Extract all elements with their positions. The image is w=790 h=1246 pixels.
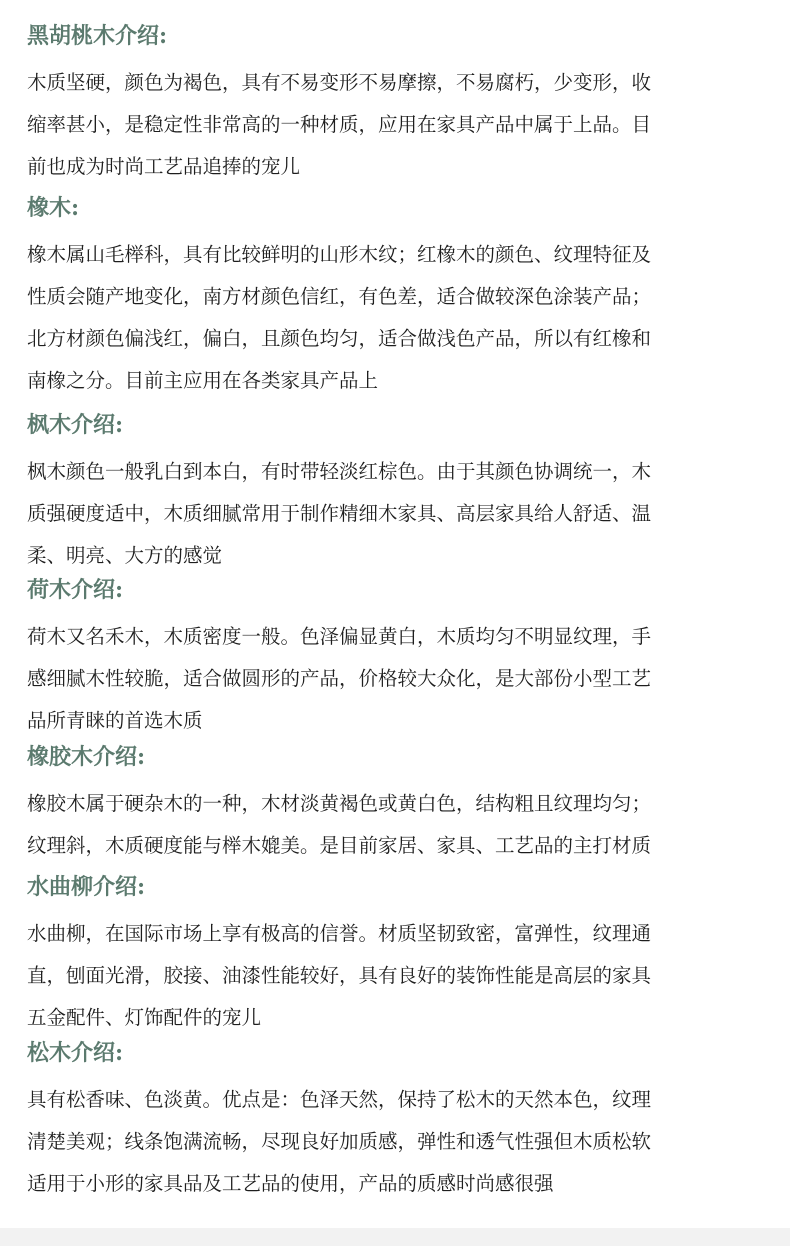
body-line: 直，刨面光滑，胶接、油漆性能较好，具有良好的装饰性能是高层的家具 bbox=[27, 964, 652, 987]
body-line: 清楚美观；线条饱满流畅，尽现良好加质感，弹性和透气性强但木质松软 bbox=[27, 1130, 652, 1153]
section-body bbox=[27, 62, 767, 188]
section-body bbox=[27, 783, 767, 867]
body-line: 适用于小形的家具品及工艺品的使用，产品的质感时尚感很强 bbox=[27, 1172, 554, 1195]
body-line: 前也成为时尚工艺品追捧的宠儿 bbox=[27, 155, 301, 178]
body-line: 感细腻木性较脆，适合做圆形的产品，价格较大众化，是大部份小型工艺 bbox=[27, 667, 652, 690]
section-body bbox=[27, 234, 767, 402]
section-title: 黑胡桃木介绍: bbox=[27, 23, 168, 49]
section-title: 松木介绍: bbox=[27, 1040, 124, 1066]
section-title: 荷木介绍: bbox=[27, 577, 124, 603]
body-line: 北方材颜色偏浅红，偏白，且颜色均匀，适合做浅色产品，所以有红橡和 bbox=[27, 327, 652, 350]
section-title: 橡木: bbox=[27, 195, 80, 221]
body-line: 水曲柳，在国际市场上享有极高的信誉。材质坚韧致密，富弹性，纹理通 bbox=[27, 922, 652, 945]
body-line: 柔、明亮、大方的感觉 bbox=[27, 544, 223, 567]
body-line: 橡木属山毛榉科，具有比较鲜明的山形木纹；红橡木的颜色、纹理特征及 bbox=[27, 243, 652, 266]
section-body bbox=[27, 913, 767, 1039]
section-body bbox=[27, 451, 767, 577]
body-line: 品所青睐的首选木质 bbox=[27, 709, 203, 732]
section-title: 橡胶木介绍: bbox=[27, 744, 146, 770]
section-oak bbox=[27, 194, 767, 402]
body-line: 质强硬度适中，木质细腻常用于制作精细木家具、高层家具给人舒适、温 bbox=[27, 502, 652, 525]
section-black-walnut bbox=[27, 22, 767, 188]
section-ash bbox=[27, 873, 767, 1039]
section-pine bbox=[27, 1039, 767, 1205]
body-line: 缩率甚小，是稳定性非常高的一种材质，应用在家具产品中属于上品。目 bbox=[27, 113, 652, 136]
section-title: 水曲柳介绍: bbox=[27, 874, 146, 900]
body-line: 五金配件、灯饰配件的宠儿 bbox=[27, 1006, 262, 1029]
body-line: 木质坚硬，颜色为褐色，具有不易变形不易摩擦，不易腐朽，少变形，收 bbox=[27, 71, 652, 94]
section-schima bbox=[27, 576, 767, 742]
section-body bbox=[27, 616, 767, 742]
body-line: 荷木又名禾木，木质密度一般。色泽偏显黄白，木质均匀不明显纹理，手 bbox=[27, 625, 652, 648]
section-title: 枫木介绍: bbox=[27, 412, 124, 438]
body-line: 南橡之分。目前主应用在各类家具产品上 bbox=[27, 369, 379, 392]
section-body bbox=[27, 1079, 767, 1205]
body-line: 具有松香味、色淡黄。优点是：色泽天然，保持了松木的天然本色，纹理 bbox=[27, 1088, 652, 1111]
body-line: 橡胶木属于硬杂木的一种，木材淡黄褐色或黄白色，结构粗且纹理均匀； bbox=[27, 792, 652, 815]
body-line: 枫木颜色一般乳白到本白，有时带轻淡红棕色。由于其颜色协调统一，木 bbox=[27, 460, 652, 483]
section-maple bbox=[27, 411, 767, 577]
section-rubberwood bbox=[27, 743, 767, 867]
bottom-bar bbox=[0, 1228, 790, 1246]
body-line: 性质会随产地变化，南方材颜色信红，有色差，适合做较深色涂装产品； bbox=[27, 285, 652, 308]
body-line: 纹理斜，木质硬度能与榉木媲美。是目前家居、家具、工艺品的主打材质 bbox=[27, 834, 652, 857]
